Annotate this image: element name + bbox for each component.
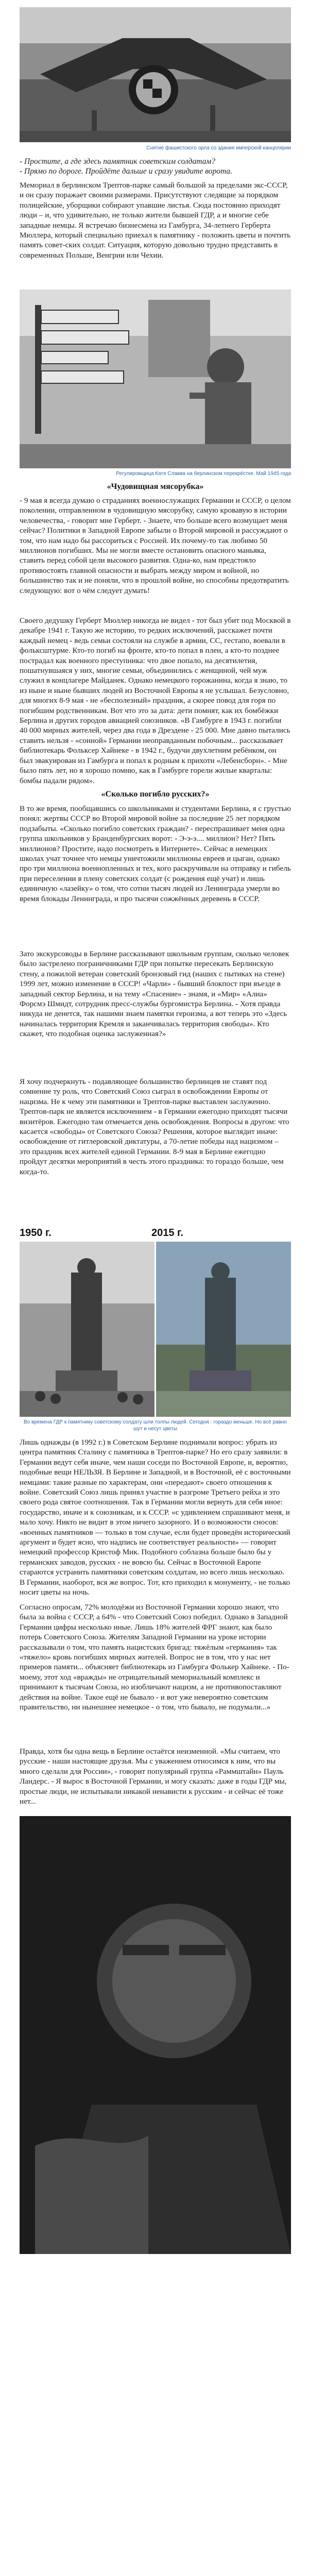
photo-portrait [20, 1816, 291, 2254]
photo-memorial-then-now [20, 1242, 291, 1417]
paragraph-once-only: Лишь однажды (в 1992 г.) в Советском Берлине поднимали вопрос: убрать из центра памятник Сталину с памятника в Трептов-парке? Но его сразу заявили: в Германии ведут себя иначе, чем наши соседи по Восточной Европе, и, вероятно, подобные вещи НЕЛЬЗЯ. В Берлине и Западной, и в Восточной, её с восточными немцами: такие разные по характерам, они «передают» своего отношения к войне. Советский Союз лишь принял участие в разгроме Третьего рейха и это своего рода святое соотношения. Так в Германии могли вернуть для себя иное: государство, иначе и к союзникам, и к СССР. «с удивлением спрашивают меня, и мало хочу. Никто не видит в этом ничего зазорного. И о возможности сносов: «военных памятников — только в том случае, если будет проведён исторический аргумент и будет ясно, что надпись не соответствует реальности» — говорит немецкий профессор Кристоф Мик. Подобного соблазна больше было бы у германских заводов, русских - не вовсю бы. Сейчас в Восточной Европе стараются устранить памятники советским солдатам, но всего лишь несколько. В Германии, наоборот, вся же вопрос. Тот, кто приходил к монументу, - не только носит цветы на ночь. [20, 1438, 291, 1597]
caption-eagle-removal: Снятие фашистского орла со здания имперской канцелярии [146, 145, 291, 151]
caption-memorial: Во времена ГДР к памятнику советскому солдату шли толпы людей. Сегодня - гораздо меньше. Но всё равно шут и несут цветы [24, 1419, 287, 1432]
paragraph-guides: Зато экскурсоводы в Берлине рассказывают школьным группам, сколько человек было застрелено пограничниками ГДР при попытке пересекать Берлинскую стену, а пожилой ветеран советский бронзовый гид (наших с пытиках на стене) 1999 лет, можно изменение в СССР! «Чарли» - бывший блокпост при въезде в западный сектор Берлина, и на тему «Спасение» - знамя, и «Мир» «Алиа» Форсмэ Шмидт, сотрудник пресс-службы бургомистра Берлина. - Хотя правда никуда не денется, так нашими знаем памятки героизма, а вот теперь это «Здесь начиналась территория Кремля и заканчивалась территория свободы». Кто скажет, что подобная оценка заслуженная?» [20, 950, 289, 1039]
photo-memorial-art [20, 1242, 291, 1417]
paragraph-grandfather: Своего дедушку Герберт Мюллер никогда не видел - тот был убит под Москвой в декабре 1941 г. Такую же историю, то редких исключений, расскажет почти каждый немец - ведь семьи состояли на службе в армии, СС, гестапо, воевали в фольксштурме. Кто-то погиб на фронте, кто-то попал в плен, а кто-то позднее пострадал как военного преступника: что двое попало, на десятилетия, пошатнувшаяся у них, многие семьи, объединились с женщиной, чей муж служил в концлагере Майданек. Однако немецкого горожанина, когда я знаю, то из ныне и ныне бывших людей из Восточной Европы я не услышал. Безусловно, для многих 8-9 мая - не «бесполезный» праздник, а скорее повод для горя по погибшим родственникам. Вот что это за дата: дети помнят, как их бомбёжки Берлина и других городов авиацией союзников. «В Гамбурге в 1943 г. погибли 40 000 мирных жителей, через два года в Дрездене - 25 000. Мне давно пытались ставить нельзя - «сонной» Германии неоправданным побочным... рассказывает библиотекарь Фольксер Хайнеке - в 1942 г., будучи двухлетним ребёнком, он был эвакуирован из Гамбурга и попал к родным к прихоти «Лебенсборн». - Мне было пять лет, но я хорошо помню, как в Гамбурге горели жилые кварталы: бомбы падали рядом». [20, 616, 291, 785]
heading-meatgrinder: «Чудовищная мясорубка» [107, 482, 204, 491]
year-2015: 2015 г. [151, 1227, 183, 1239]
caption-traffic-controller: Регулировщица Катя Славва на берлинском перекрёстке. Май 1945 года [116, 471, 291, 477]
paragraph-polls: Согласно опросам, 72% молодёжи из Восточной Германии хорошо знают, что была за война с СССР, а 64% - что Советский Союз победил. Однако в Западной Германии цифры несколько иные. Лишь 18% жителей ФРГ знают, как было потерь Советского Союза. Жителям Западной Германии на уроке истории рассказывали о том, что память нацистских бригад: тяжёлым «германия» так «тяжело» кровь погибших мирных жителей. Вопрос не в том, что у нас нет примеров памяти... объясняет библиотекарь из Гамбурга Фолькер Хайнеке. - По-моему, этот ход «вражды» не отрицательный мемориальный комплекс и принимают к тысячам Союза, но изобличают нацизм, а не противопоставляют действия на войне. Такое ещё не бывало - и вот уже невероятно советским правительство, ни нынешнее немецкое - о том, что бывало, не подумали...» [20, 1603, 289, 1712]
paragraph-majority: Я хочу подчеркнуть - подавляющее большинство берлинцев не ставят под сомнение ту роль, что Советский Союз сыграл в освобождении Европы от нацизма. Не к чему эти памятники и Трептов-парке выставлен заслуженно. Трептов-парк не является исключением - в Германии ежегодно приходят тысячи визитёров. Ежегодно там отмечается день освобождения. Вопросы в другом: что касается «свободы» от Советского Союза? Решения, которое выглядит иначе: освобождение от гитлеровской диктатуры, а 70-летие победы над нацизмом – это праздник всех жителей единой Германии. 8-9 мая в Берлине ежегодно пройдут десятки мероприятий в честь этого праздника: то гораздо больше, чем когда-то. [20, 1077, 289, 1176]
heading-how-many-died: «Сколько погибло русских?» [101, 790, 210, 799]
quote-answer: - Прямо по дороге. Пройдёте дальше и сразу увидите ворота. [20, 167, 232, 176]
photo-traffic-controller [20, 290, 291, 468]
photo-portrait-art [20, 1816, 291, 2254]
photo-eagle-removal [20, 7, 291, 142]
quote-question: - Простите, а где здесь памятник советским солдатам? [20, 157, 216, 166]
paragraph-herbert-quote: - 9 мая я всегда думаю о страданиях военнослужащих Германии и СССР, о целом поколении, отправленном в чудовищную мясорубку, самую кровавую в истории человечества, - говорит мне Герберт. - Знаете, что больше всего возмущает меня сейчас? Политики в Западной Европе забыли о Второй мировой и рассуждают о том, что нам надо бы рассориться с Россией. Их почему-то так любимо 50 миллионов погибших. Мы не могли вместе остановить опасного маньяка, ставить перед собой цели высокого развития. Одна-ко, нам предстояло противостоять главной опасности и выбрать между миром и войной, но большинство так и не поняли, что в прошлой войне, но способны предотвратить следующую: вот о чём следует думать! [20, 496, 291, 595]
paragraph-rammstein: Правда, хотя бы одна вещь в Берлине остаётся неизменной. «Мы считаем, что русские - наши настоящие друзья. Мы с уважением относимся к ним, что вы много сделали для России», - говорит популярный группа «Раммштайн» Пауль Ландерс. - Я вырос в Восточной Германии, и могу сказать: даже в годы ГДР мы, простые люди, не испытывали никакой ненависти к русским - и сейчас её тоже нет... [20, 1747, 287, 1806]
photo-traffic-controller-art [20, 290, 291, 468]
paragraph-students: В то же время, пообщавшись со школьниками и студентами Берлина, я с грустью понял: жертвы СССР во Второй мировой войне за последние 25 лет порядком подзабыты. «Сколько погибло советских граждан? - переспрашивает меня одна группа школьников у Бранденбургских ворот: - Э-э-э.... миллион? Нет? Пять миллионов? Простите, надо посмотреть в Интернете». Сейчас в немецких школах учат точнее что немцы уничтожили миллионы евреев и цыган, однако про три миллиона военнопленных и тех, кого раскручивали на отправку и гибель при переселении в плену советских солдат (с рождения ещё учат) и лишь единичную «лазейку» о том, что сотни тысяч людей из Ленинграда умерли во время блокады Ленинграда, и про тысячи сожжённых деревень в СССР. [20, 804, 291, 903]
photo-eagle-removal-art [20, 7, 291, 142]
year-1950: 1950 г. [20, 1227, 52, 1239]
paragraph-intro: Мемориал в берлинском Трептов-парке самый большой за пределами экс-СССР, и он сразу поражает своими размерами. Присутствуют следящие за порядком полицейские, уборщики собирают упавшие листья. Сюда постоянно приходят люди – и, что удивительно, не только жители бывшей ГДР, а и многие себе западные немцы. Я встречаю бизнесмена из Гамбурга, 34-летнего Герберта Мюллера, который специально приехал к памятнику - положить цветы и почтить память совет-ских солдат. Ситуация, которую довольно трудно представить в современных Польше, Венгрии или Чехии. [20, 181, 290, 260]
